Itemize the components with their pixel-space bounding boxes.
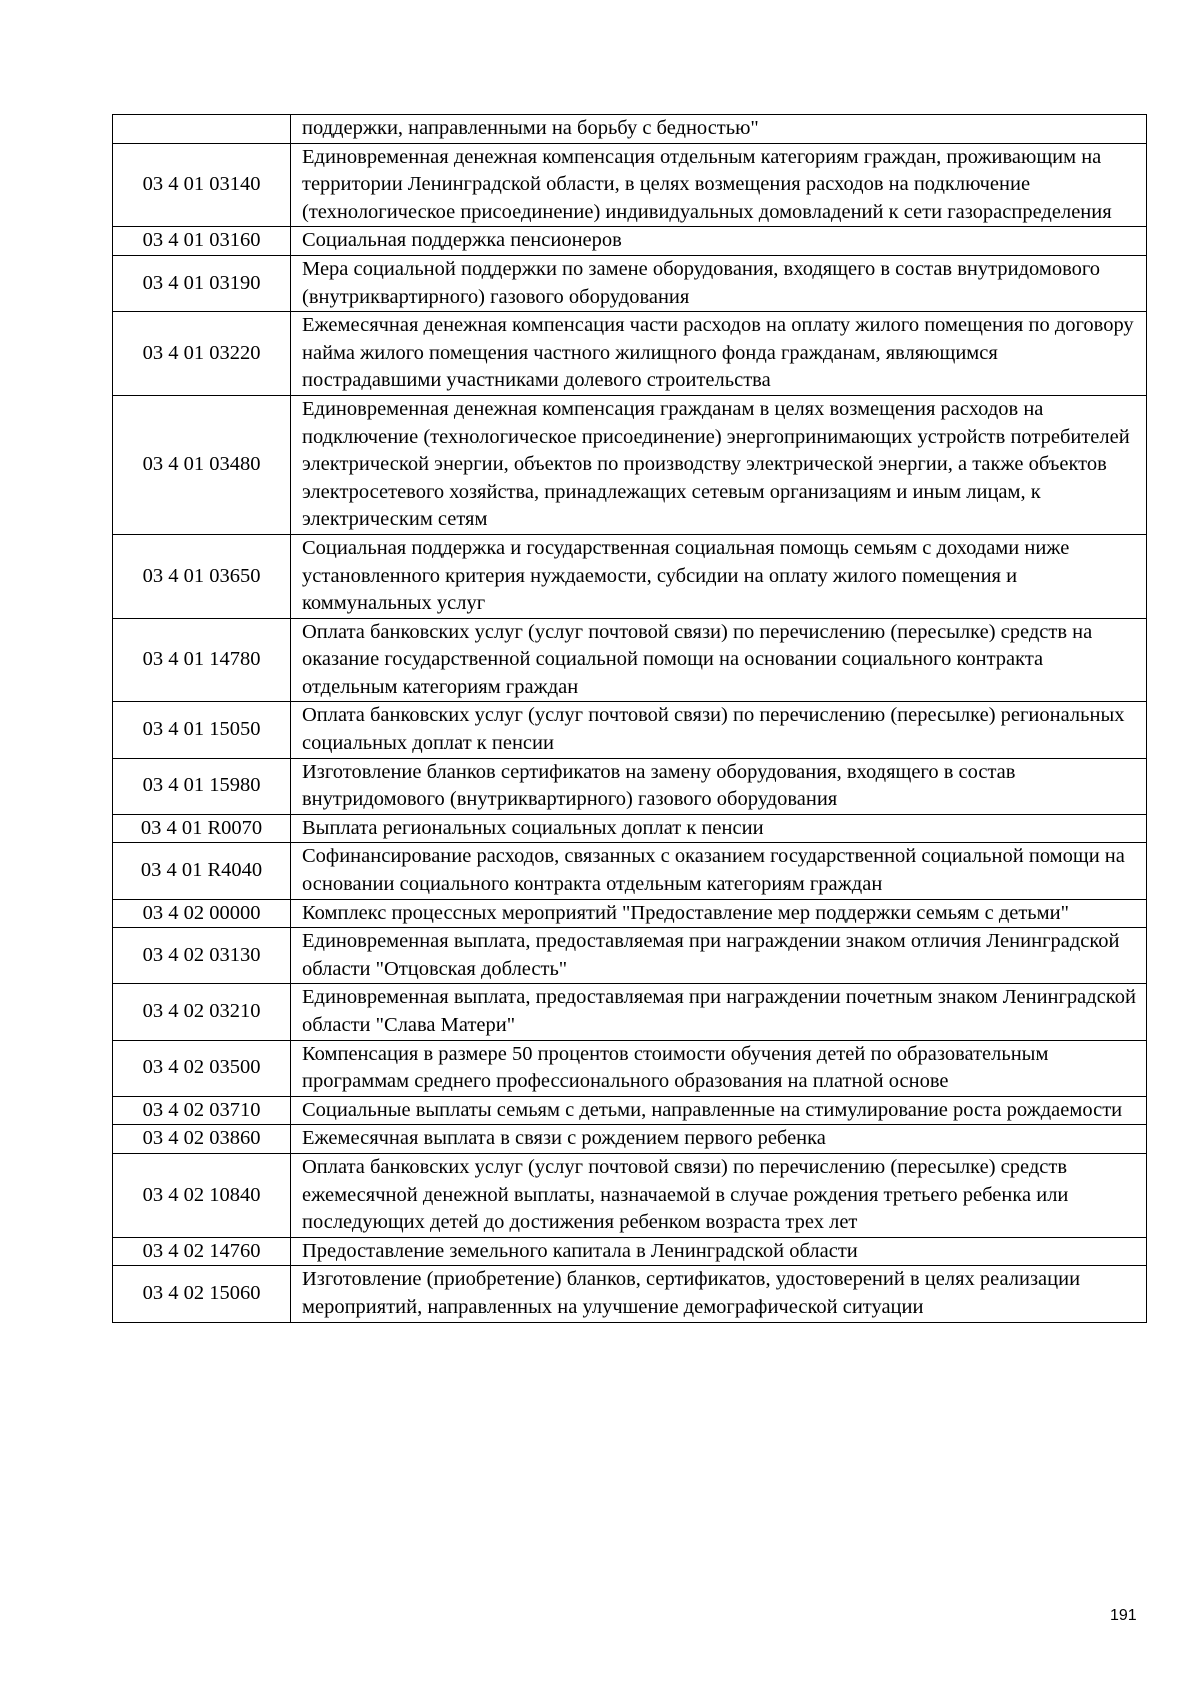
table-row (113, 702, 1147, 758)
table-row (113, 928, 1147, 984)
description-cell: Оплата банковских услуг (услуг почтовой связи) по перечислению (пересылке) региональных социальных доплат к пенсии (291, 702, 1147, 758)
code-cell: 03 4 01 15980 (113, 758, 291, 814)
code-cell: 03 4 01 03140 (113, 143, 291, 227)
code-cell: 03 4 02 10840 (113, 1153, 291, 1237)
description-cell: Социальная поддержка и государственная социальная помощь семьям с доходами ниже установленного критерия нуждаемости, субсидии на оплату жилого помещения и коммунальных услуг (291, 534, 1147, 618)
code-cell: 03 4 02 03860 (113, 1125, 291, 1154)
table-row (113, 143, 1147, 227)
code-cell: 03 4 02 15060 (113, 1266, 291, 1322)
table-row (113, 814, 1147, 843)
code-cell: 03 4 01 R4040 (113, 843, 291, 899)
code-cell: 03 4 01 03190 (113, 255, 291, 311)
description-cell: Изготовление бланков сертификатов на замену оборудования, входящего в состав внутридомового (внутриквартирного) газового оборудования (291, 758, 1147, 814)
description-cell: Единовременная выплата, предоставляемая при награждении почетным знаком Ленинградской области "Слава Матери" (291, 984, 1147, 1040)
table-row (113, 115, 1147, 144)
description-cell: Выплата региональных социальных доплат к пенсии (291, 814, 1147, 843)
description-cell: Предоставление земельного капитала в Ленинградской области (291, 1237, 1147, 1266)
table-row (113, 1237, 1147, 1266)
description-cell: Оплата банковских услуг (услуг почтовой связи) по перечислению (пересылке) средств на оказание государственной социальной помощи на основании социального контракта отдельным категориям граждан (291, 618, 1147, 702)
code-cell: 03 4 01 03220 (113, 312, 291, 396)
table-row (113, 395, 1147, 534)
code-cell: 03 4 02 03210 (113, 984, 291, 1040)
table-row (113, 984, 1147, 1040)
table-row (113, 1125, 1147, 1154)
table-row (113, 1266, 1147, 1322)
code-cell: 03 4 02 03500 (113, 1040, 291, 1096)
description-cell: Ежемесячная денежная компенсация части расходов на оплату жилого помещения по договору найма жилого помещения частного жилищного фонда гражданам, являющимся пострадавшими участниками долевого строительства (291, 312, 1147, 396)
table-row (113, 1153, 1147, 1237)
code-cell: 03 4 01 03480 (113, 395, 291, 534)
code-cell: 03 4 01 R0070 (113, 814, 291, 843)
code-cell (113, 115, 291, 144)
description-cell: Единовременная денежная компенсация гражданам в целях возмещения расходов на подключение (технологическое присоединение) энергопринимающих устройств потребителей электрической энергии, объектов по производству электрической энергии, а также объектов электросетевого хозяйства, принадлежащих сетевым организациям и иным лицам, к электрическим сетям (291, 395, 1147, 534)
description-cell: Единовременная денежная компенсация отдельным категориям граждан, проживающим на территории Ленинградской области, в целях возмещения расходов на подключение (технологическое присоединение) индивидуальных домовладений к сети газораспределения (291, 143, 1147, 227)
description-cell: Единовременная выплата, предоставляемая при награждении знаком отличия Ленинградской области "Отцовская доблесть" (291, 928, 1147, 984)
code-cell: 03 4 01 03160 (113, 227, 291, 256)
budget-classification-table (112, 114, 1147, 1323)
description-cell: Софинансирование расходов, связанных с оказанием государственной социальной помощи на основании социального контракта отдельным категориям граждан (291, 843, 1147, 899)
table-row (113, 227, 1147, 256)
table-row (113, 1040, 1147, 1096)
table-row (113, 899, 1147, 928)
page-number: 191 (1110, 1607, 1137, 1624)
description-cell: Социальная поддержка пенсионеров (291, 227, 1147, 256)
table-row (113, 758, 1147, 814)
description-cell: Ежемесячная выплата в связи с рождением первого ребенка (291, 1125, 1147, 1154)
table-row (113, 1096, 1147, 1125)
description-cell: Оплата банковских услуг (услуг почтовой связи) по перечислению (пересылке) средств ежемесячной денежной выплаты, назначаемой в случае рождения третьего ребенка или последующих детей до достижения ребенком возраста трех лет (291, 1153, 1147, 1237)
code-cell: 03 4 01 14780 (113, 618, 291, 702)
description-cell: Компенсация в размере 50 процентов стоимости обучения детей по образовательным программам среднего профессионального образования на платной основе (291, 1040, 1147, 1096)
table-body (113, 115, 1147, 1323)
code-cell: 03 4 01 03650 (113, 534, 291, 618)
description-cell: Социальные выплаты семьям с детьми, направленные на стимулирование роста рождаемости (291, 1096, 1147, 1125)
table-row (113, 843, 1147, 899)
table-row (113, 312, 1147, 396)
code-cell: 03 4 02 03130 (113, 928, 291, 984)
description-cell: поддержки, направленными на борьбу с бедностью" (291, 115, 1147, 144)
description-cell: Мера социальной поддержки по замене оборудования, входящего в состав внутридомового (внутриквартирного) газового оборудования (291, 255, 1147, 311)
description-cell: Комплекс процессных мероприятий "Предоставление мер поддержки семьям с детьми" (291, 899, 1147, 928)
table-row (113, 618, 1147, 702)
table-row (113, 534, 1147, 618)
code-cell: 03 4 02 03710 (113, 1096, 291, 1125)
code-cell: 03 4 02 00000 (113, 899, 291, 928)
code-cell: 03 4 02 14760 (113, 1237, 291, 1266)
table-row (113, 255, 1147, 311)
description-cell: Изготовление (приобретение) бланков, сертификатов, удостоверений в целях реализации мероприятий, направленных на улучшение демографической ситуации (291, 1266, 1147, 1322)
code-cell: 03 4 01 15050 (113, 702, 291, 758)
